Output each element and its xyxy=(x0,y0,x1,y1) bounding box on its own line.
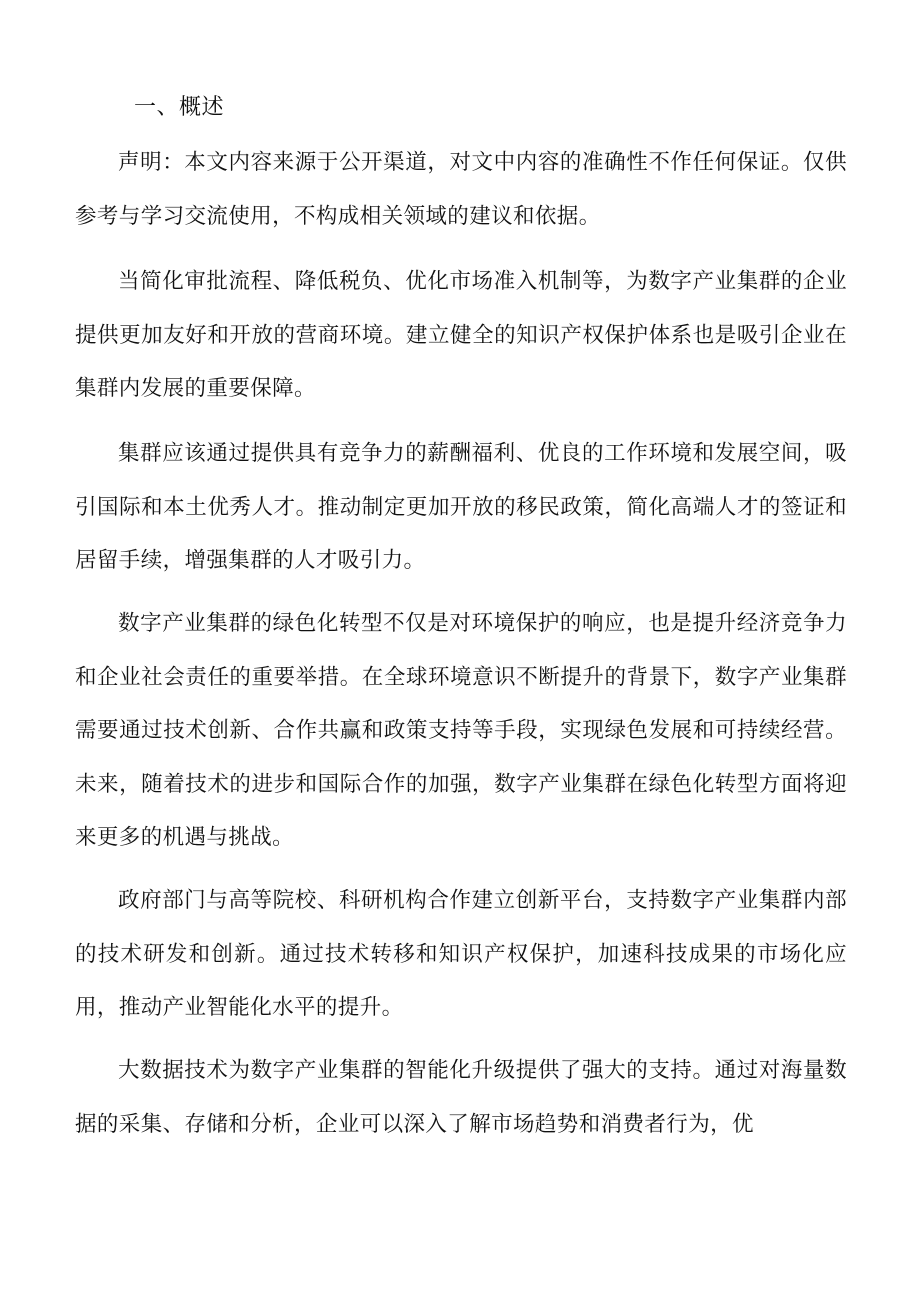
body-paragraph: 政府部门与高等院校、科研机构合作建立创新平台，支持数字产业集群内部的技术研发和创新。通过技术转移和知识产权保护，加速科技成果的市场化应用，推动产业智能化水平的提升。 xyxy=(75,888,847,1020)
body-paragraph: 数字产业集群的绿色化转型不仅是对环境保护的响应，也是提升经济竞争力和企业社会责任的重要举措。在全球环境意识不断提升的背景下，数字产业集群需要通过技术创新、合作共赢和政策支持等手段，实现绿色发展和可持续经营。未来，随着技术的进步和国际合作的加强，数字产业集群在绿色化转型方面将迎来更多的机遇与挑战。 xyxy=(75,611,847,850)
body-paragraph: 当简化审批流程、降低税负、优化市场准入机制等，为数字产业集群的企业提供更加友好和开放的营商环境。建立健全的知识产权保护体系也是吸引企业在集群内发展的重要保障。 xyxy=(75,269,847,401)
disclaimer-paragraph: 声明：本文内容来源于公开渠道，对文中内容的准确性不作任何保证。仅供参考与学习交流使用，不构成相关领域的建议和依据。 xyxy=(75,150,847,229)
section-heading: 一、概述 xyxy=(134,95,225,120)
body-paragraph: 集群应该通过提供具有竞争力的薪酬福利、优良的工作环境和发展空间，吸引国际和本土优秀人才。推动制定更加开放的移民政策，简化高端人才的签证和居留手续，增强集群的人才吸引力。 xyxy=(75,441,847,573)
body-paragraph: 大数据技术为数字产业集群的智能化升级提供了强大的支持。通过对海量数据的采集、存储和分析，企业可以深入了解市场趋势和消费者行为，优 xyxy=(75,1058,847,1137)
